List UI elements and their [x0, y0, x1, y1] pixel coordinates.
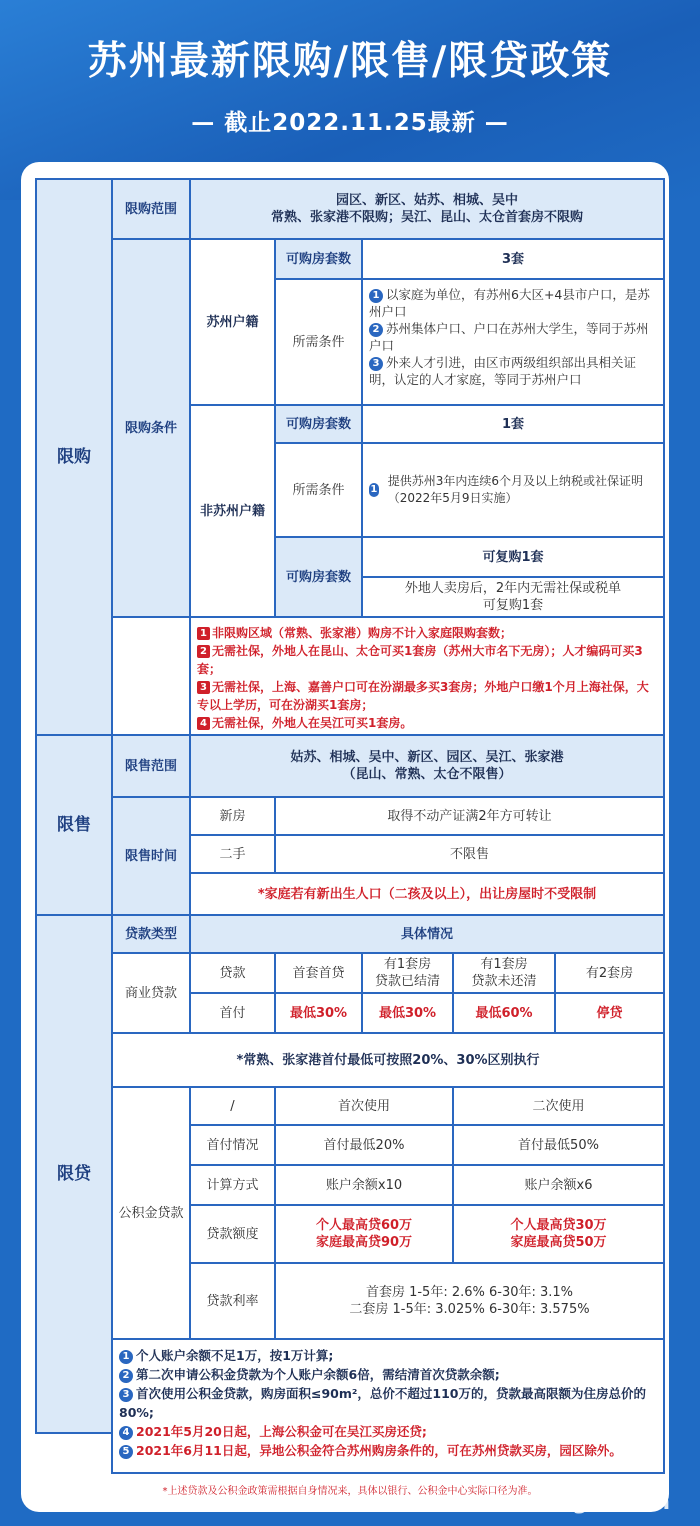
sell-scope-line1: 姑苏、相城、吴中、新区、园区、吴江、张家港	[290, 750, 564, 765]
buy-condition-label: 限购条件	[111, 238, 191, 618]
loan-note-item: 4 2021年5月20日起，上海公积金可在吴江买房还贷;	[119, 1422, 657, 1441]
fund-rate-label: 贷款利率	[189, 1262, 276, 1340]
buy-note-item: 4 无需社保，外地人在吴江可买1套房。	[197, 714, 657, 732]
number-badge-icon: 4	[119, 1426, 133, 1440]
buy-note-item: 3 无需社保，上海、嘉善户口可在汾湖最多买3套房；外地户口缴1个月上海社保，大专以上学历，可在汾湖买1套房；	[197, 680, 649, 712]
fund-first-use-header: 首次使用	[274, 1086, 454, 1126]
sell-used-value: 不限售	[274, 834, 665, 874]
footer-disclaimer: *上述贷款及公积金政策需根据自身情况来，具体以银行、公积金中心实际口径为准。	[162, 1486, 538, 1497]
local-count-label: 可购房套数	[274, 238, 363, 280]
commercial-down-value: 最低60%	[452, 992, 556, 1034]
local-count-value: 3套	[361, 238, 665, 280]
buy-note-item: 1 非限购区域（常熟、张家港）购房不计入家庭限购套数；	[197, 624, 657, 642]
buy-notes	[189, 616, 665, 736]
fund-rate-first-home: 首套房 1-5年: 2.6% 6-30年: 3.1%	[365, 1285, 574, 1300]
commercial-col-header: 有1套房 贷款已结清	[361, 952, 454, 994]
number-badge-icon: 2	[119, 1369, 133, 1383]
fund-down-second: 首付最低50%	[452, 1124, 665, 1166]
nonlocal-rebuy-note: 外地人卖房后，2年内无需社保或税单可复购1套	[361, 576, 665, 618]
commercial-note: *常熟、张家港首付最低可按照20%、30%区别执行	[111, 1032, 665, 1088]
number-badge-icon: 1	[119, 1350, 133, 1364]
fund-amount-family: 家庭最高贷90万	[315, 1235, 413, 1250]
fund-amount-personal: 个人最高贷60万	[315, 1218, 413, 1233]
loan-notes	[111, 1338, 665, 1474]
sell-new-value: 取得不动产证满2年方可转让	[274, 796, 665, 836]
buy-note-item: 2 无需社保，外地人在昆山、太仓可买1套房（苏州大市名下无房）；人才编码可买3套；	[197, 644, 643, 676]
nonlocal-count-value: 1套	[361, 404, 665, 444]
local-req-label: 所需条件	[274, 278, 363, 406]
commercial-col-header: 有1套房 贷款未还清	[452, 952, 556, 994]
fund-second-use-header: 二次使用	[452, 1086, 665, 1126]
nonlocal-rebuy-value: 可复购1套	[361, 536, 665, 578]
number-badge-icon: 2	[369, 323, 383, 337]
loan-note-item: 1 个人账户余额不足1万，按1万计算;	[119, 1346, 657, 1365]
commercial-down-value: 停贷	[554, 992, 665, 1034]
commercial-col-header: 首套首贷	[274, 952, 363, 994]
nonlocal-rebuy-label: 可购房套数	[274, 536, 363, 618]
buy-scope-label: 限购范围	[111, 178, 191, 240]
fund-amount-label: 贷款额度	[189, 1204, 276, 1264]
fund-calc-second: 账户余额x6	[452, 1164, 665, 1206]
fund-amount-second	[452, 1204, 665, 1264]
fund-rate-second-home: 二套房 1-5年: 3.025% 6-30年: 3.575%	[349, 1302, 590, 1317]
commercial-col-header: 有2套房	[554, 952, 665, 994]
fund-down-label: 首付情况	[189, 1124, 276, 1166]
number-badge-icon: 3	[197, 681, 210, 694]
fund-rate-value	[274, 1262, 665, 1340]
buy-scope-line1: 园区、新区、姑苏、相城、吴中	[335, 193, 518, 208]
commercial-loan-label: 商业贷款	[111, 952, 191, 1034]
loan-note-item: 5 2021年6月11日起，异地公积金符合苏州购房条件的，可在苏州贷款买房，园区除外。	[119, 1441, 657, 1460]
section-restrict-sell: 限售	[35, 734, 113, 916]
nonlocal-req-label: 所需条件	[274, 442, 363, 538]
loan-type-label: 贷款类型	[111, 914, 191, 954]
commercial-row-down-label: 首付	[189, 992, 276, 1034]
sell-used-label: 二手	[189, 834, 276, 874]
local-req-list	[361, 278, 665, 406]
buy-scope-line2: 常熟、张家港不限购；吴江、昆山、太仓首套房不限购	[270, 210, 583, 225]
page-subtitle: — 截止2022.11.25最新 —	[191, 110, 509, 136]
sell-new-label: 新房	[189, 796, 276, 836]
fund-amount-family: 家庭最高贷50万	[510, 1235, 607, 1250]
watermark: taicangfc.com	[495, 1490, 670, 1515]
nonlocal-hukou-label: 非苏州户籍	[189, 404, 276, 618]
commercial-down-value: 最低30%	[274, 992, 363, 1034]
number-badge-icon: 4	[197, 717, 210, 730]
number-badge-icon: 2	[197, 645, 210, 658]
commercial-row-loan-label: 贷款	[189, 952, 276, 994]
sell-scope-value	[189, 734, 665, 798]
local-req-item: 2 苏州集体户口、户口在苏州大学生，等同于苏州户口	[369, 321, 649, 353]
number-badge-icon: 3	[369, 357, 383, 371]
local-req-item: 1 以家庭为单位，有苏州6大区+4县市户口，是苏州户口	[369, 287, 650, 319]
section-restrict-loan: 限贷	[35, 914, 113, 1434]
fund-amount-first	[274, 1204, 454, 1264]
number-badge-icon: 1	[369, 289, 383, 303]
commercial-down-value: 最低30%	[361, 992, 454, 1034]
fund-calc-label: 计算方式	[189, 1164, 276, 1206]
number-badge-icon: 1	[370, 484, 378, 495]
nonlocal-req-value: 1 提供苏州3年内连续6个月及以上纳税或社保证明 （2022年5月9日实施）	[361, 442, 665, 538]
sell-scope-line2: （昆山、常熟、太仓不限售）	[342, 767, 512, 782]
loan-detail-label: 具体情况	[189, 914, 665, 954]
loan-note-item: 2 第二次申请公积金贷款为个人账户余额6倍，需结清首次贷款余额;	[119, 1365, 657, 1384]
nonlocal-count-label: 可购房套数	[274, 404, 363, 444]
loan-note-item: 3 首次使用公积金贷款，购房面积≤90m²，总价不超过110万的，贷款最高限额为住房总价的80%;	[119, 1386, 646, 1420]
sell-note: *家庭若有新出生人口（二孩及以上），出让房屋时不受限制	[189, 872, 665, 916]
number-badge-icon: 1	[197, 627, 210, 640]
sell-time-label: 限售时间	[111, 796, 191, 916]
fund-amount-personal: 个人最高贷30万	[510, 1218, 607, 1233]
local-req-item: 3 外来人才引进，由区市两级组织部出具相关证明，认定的人才家庭，等同于苏州户口	[369, 355, 637, 387]
number-badge-icon: 5	[119, 1445, 133, 1459]
number-badge-icon: 3	[119, 1388, 133, 1402]
section-restrict-buy: 限购	[35, 178, 113, 736]
fund-loan-label: 公积金贷款	[111, 1086, 191, 1340]
fund-calc-first: 账户余额x10	[274, 1164, 454, 1206]
buy-scope-value	[189, 178, 665, 240]
page-title: 苏州最新限购/限售/限贷政策	[87, 39, 613, 84]
fund-down-first: 首付最低20%	[274, 1124, 454, 1166]
local-hukou-label: 苏州户籍	[189, 238, 276, 406]
fund-header-slash: /	[189, 1086, 276, 1126]
sell-scope-label: 限售范围	[111, 734, 191, 798]
